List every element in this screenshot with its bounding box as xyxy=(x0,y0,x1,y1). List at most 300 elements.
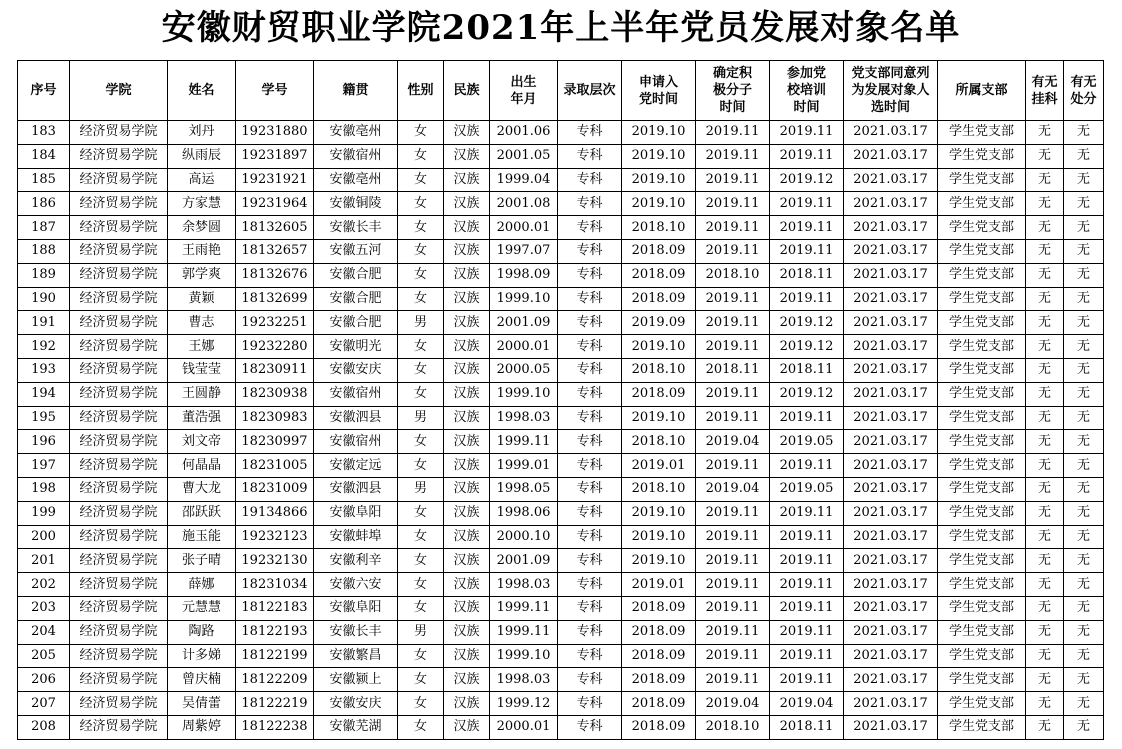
header-line: 校培训 xyxy=(786,83,826,98)
cell-application-date: 2019.10 xyxy=(622,549,696,573)
cell-gender: 女 xyxy=(398,596,444,620)
header-name xyxy=(168,61,236,121)
cell-admission-level: 专科 xyxy=(558,596,622,620)
cell-activist-date: 2019.04 xyxy=(696,477,770,501)
table-row xyxy=(18,430,1104,454)
cell-college: 经济贸易学院 xyxy=(70,335,168,359)
cell-gender: 女 xyxy=(398,263,444,287)
table-row xyxy=(18,715,1104,739)
cell-birth-date: 1999.04 xyxy=(490,168,558,192)
cell-failed-courses: 无 xyxy=(1026,430,1064,454)
cell-gender: 女 xyxy=(398,573,444,597)
cell-student-id: 18132676 xyxy=(236,263,314,287)
cell-failed-courses: 无 xyxy=(1026,239,1064,263)
cell-approval-date: 2021.03.17 xyxy=(844,335,938,359)
cell-application-date: 2018.10 xyxy=(622,430,696,454)
header-seq xyxy=(18,61,70,121)
cell-training-date: 2019.12 xyxy=(770,335,844,359)
cell-approval-date: 2021.03.17 xyxy=(844,311,938,335)
cell-approval-date: 2021.03.17 xyxy=(844,192,938,216)
cell-training-date: 2018.11 xyxy=(770,263,844,287)
cell-student-id: 19232251 xyxy=(236,311,314,335)
cell-name: 王圆静 xyxy=(168,382,236,406)
cell-student-id: 18132605 xyxy=(236,216,314,240)
cell-disciplinary: 无 xyxy=(1064,454,1104,478)
cell-native-place: 安徽安庆 xyxy=(314,692,398,716)
cell-activist-date: 2019.11 xyxy=(696,454,770,478)
cell-training-date: 2019.11 xyxy=(770,216,844,240)
cell-seq: 207 xyxy=(18,692,70,716)
cell-approval-date: 2021.03.17 xyxy=(844,644,938,668)
cell-seq: 198 xyxy=(18,477,70,501)
cell-seq: 204 xyxy=(18,620,70,644)
cell-name: 吴倩蕾 xyxy=(168,692,236,716)
cell-branch: 学生党支部 xyxy=(938,668,1026,692)
cell-name: 纵雨辰 xyxy=(168,144,236,168)
cell-disciplinary: 无 xyxy=(1064,216,1104,240)
cell-college: 经济贸易学院 xyxy=(70,121,168,145)
header-activist-date xyxy=(696,61,770,121)
header-line: 处分 xyxy=(1070,91,1097,107)
cell-training-date: 2019.12 xyxy=(770,168,844,192)
cell-seq: 192 xyxy=(18,335,70,359)
cell-disciplinary: 无 xyxy=(1064,263,1104,287)
cell-application-date: 2018.09 xyxy=(622,668,696,692)
table-row xyxy=(18,620,1104,644)
header-failed-courses xyxy=(1026,61,1064,121)
cell-ethnicity: 汉族 xyxy=(444,620,490,644)
cell-training-date: 2018.11 xyxy=(770,358,844,382)
cell-ethnicity: 汉族 xyxy=(444,144,490,168)
cell-failed-courses: 无 xyxy=(1026,525,1064,549)
cell-application-date: 2018.10 xyxy=(622,358,696,382)
cell-training-date: 2019.11 xyxy=(770,144,844,168)
cell-ethnicity: 汉族 xyxy=(444,573,490,597)
cell-disciplinary: 无 xyxy=(1064,192,1104,216)
cell-seq: 200 xyxy=(18,525,70,549)
cell-college: 经济贸易学院 xyxy=(70,573,168,597)
cell-birth-date: 2000.10 xyxy=(490,525,558,549)
cell-student-id: 19231897 xyxy=(236,144,314,168)
cell-admission-level: 专科 xyxy=(558,501,622,525)
header-line: 参加党 xyxy=(786,66,826,81)
cell-student-id: 18122219 xyxy=(236,692,314,716)
cell-application-date: 2019.10 xyxy=(622,525,696,549)
cell-college: 经济贸易学院 xyxy=(70,382,168,406)
cell-student-id: 18132699 xyxy=(236,287,314,311)
cell-failed-courses: 无 xyxy=(1026,549,1064,573)
table-row xyxy=(18,168,1104,192)
member-table xyxy=(17,60,1104,740)
cell-branch: 学生党支部 xyxy=(938,573,1026,597)
header-college xyxy=(70,61,168,121)
header-line: 时间 xyxy=(719,100,746,115)
cell-admission-level: 专科 xyxy=(558,406,622,430)
cell-name: 曹志 xyxy=(168,311,236,335)
cell-ethnicity: 汉族 xyxy=(444,216,490,240)
cell-name: 黄颖 xyxy=(168,287,236,311)
cell-college: 经济贸易学院 xyxy=(70,358,168,382)
table-row xyxy=(18,311,1104,335)
cell-seq: 206 xyxy=(18,668,70,692)
cell-activist-date: 2019.04 xyxy=(696,430,770,454)
header-line: 出生 xyxy=(510,74,537,90)
cell-approval-date: 2021.03.17 xyxy=(844,121,938,145)
table-row xyxy=(18,121,1104,145)
cell-training-date: 2019.05 xyxy=(770,477,844,501)
cell-approval-date: 2021.03.17 xyxy=(844,715,938,739)
cell-ethnicity: 汉族 xyxy=(444,668,490,692)
header-line: 为发展对象人 xyxy=(851,83,930,98)
cell-branch: 学生党支部 xyxy=(938,358,1026,382)
cell-birth-date: 1998.03 xyxy=(490,406,558,430)
cell-approval-date: 2021.03.17 xyxy=(844,144,938,168)
cell-failed-courses: 无 xyxy=(1026,382,1064,406)
cell-activist-date: 2019.11 xyxy=(696,216,770,240)
cell-seq: 201 xyxy=(18,549,70,573)
cell-birth-date: 1999.10 xyxy=(490,287,558,311)
cell-admission-level: 专科 xyxy=(558,692,622,716)
cell-approval-date: 2021.03.17 xyxy=(844,477,938,501)
cell-name: 郭学爽 xyxy=(168,263,236,287)
cell-gender: 女 xyxy=(398,692,444,716)
cell-activist-date: 2019.11 xyxy=(696,525,770,549)
cell-college: 经济贸易学院 xyxy=(70,263,168,287)
cell-seq: 203 xyxy=(18,596,70,620)
cell-training-date: 2019.05 xyxy=(770,430,844,454)
header-training-date xyxy=(770,61,844,121)
header-line: 学号 xyxy=(261,83,288,98)
cell-gender: 男 xyxy=(398,477,444,501)
table-row xyxy=(18,549,1104,573)
cell-application-date: 2018.10 xyxy=(622,216,696,240)
cell-admission-level: 专科 xyxy=(558,239,622,263)
cell-birth-date: 1999.11 xyxy=(490,596,558,620)
cell-native-place: 安徽六安 xyxy=(314,573,398,597)
cell-approval-date: 2021.03.17 xyxy=(844,620,938,644)
cell-activist-date: 2019.11 xyxy=(696,335,770,359)
cell-college: 经济贸易学院 xyxy=(70,668,168,692)
cell-training-date: 2019.11 xyxy=(770,549,844,573)
cell-disciplinary: 无 xyxy=(1064,239,1104,263)
cell-ethnicity: 汉族 xyxy=(444,192,490,216)
cell-name: 何晶晶 xyxy=(168,454,236,478)
cell-failed-courses: 无 xyxy=(1026,715,1064,739)
table-row xyxy=(18,454,1104,478)
cell-training-date: 2018.11 xyxy=(770,715,844,739)
cell-student-id: 18230911 xyxy=(236,358,314,382)
cell-training-date: 2019.11 xyxy=(770,644,844,668)
header-line: 有无 xyxy=(1031,74,1058,90)
header-line: 民族 xyxy=(453,83,480,98)
cell-branch: 学生党支部 xyxy=(938,239,1026,263)
cell-admission-level: 专科 xyxy=(558,121,622,145)
cell-admission-level: 专科 xyxy=(558,144,622,168)
header-approval-date xyxy=(844,61,938,121)
cell-student-id: 19232123 xyxy=(236,525,314,549)
table-row xyxy=(18,644,1104,668)
cell-failed-courses: 无 xyxy=(1026,454,1064,478)
cell-admission-level: 专科 xyxy=(558,620,622,644)
cell-disciplinary: 无 xyxy=(1064,382,1104,406)
cell-ethnicity: 汉族 xyxy=(444,715,490,739)
cell-branch: 学生党支部 xyxy=(938,620,1026,644)
header-line: 确定积 xyxy=(712,66,752,81)
cell-failed-courses: 无 xyxy=(1026,596,1064,620)
cell-native-place: 安徽五河 xyxy=(314,239,398,263)
cell-name: 张子晴 xyxy=(168,549,236,573)
table-row xyxy=(18,525,1104,549)
cell-activist-date: 2019.04 xyxy=(696,692,770,716)
cell-seq: 189 xyxy=(18,263,70,287)
cell-name: 施玉能 xyxy=(168,525,236,549)
cell-approval-date: 2021.03.17 xyxy=(844,263,938,287)
header-line: 时间 xyxy=(793,100,820,115)
cell-activist-date: 2019.11 xyxy=(696,239,770,263)
cell-training-date: 2019.11 xyxy=(770,121,844,145)
cell-college: 经济贸易学院 xyxy=(70,287,168,311)
cell-student-id: 18122183 xyxy=(236,596,314,620)
cell-gender: 男 xyxy=(398,620,444,644)
cell-ethnicity: 汉族 xyxy=(444,430,490,454)
cell-college: 经济贸易学院 xyxy=(70,192,168,216)
cell-activist-date: 2019.11 xyxy=(696,192,770,216)
cell-ethnicity: 汉族 xyxy=(444,525,490,549)
cell-application-date: 2019.10 xyxy=(622,168,696,192)
cell-application-date: 2018.10 xyxy=(622,477,696,501)
cell-activist-date: 2019.11 xyxy=(696,311,770,335)
cell-activist-date: 2018.11 xyxy=(696,358,770,382)
header-native-place xyxy=(314,61,398,121)
cell-birth-date: 1998.05 xyxy=(490,477,558,501)
cell-activist-date: 2019.11 xyxy=(696,144,770,168)
cell-approval-date: 2021.03.17 xyxy=(844,216,938,240)
cell-branch: 学生党支部 xyxy=(938,430,1026,454)
cell-failed-courses: 无 xyxy=(1026,358,1064,382)
cell-birth-date: 1999.10 xyxy=(490,382,558,406)
cell-branch: 学生党支部 xyxy=(938,596,1026,620)
cell-admission-level: 专科 xyxy=(558,477,622,501)
table-row xyxy=(18,216,1104,240)
cell-admission-level: 专科 xyxy=(558,430,622,454)
cell-disciplinary: 无 xyxy=(1064,668,1104,692)
cell-birth-date: 1998.03 xyxy=(490,668,558,692)
cell-seq: 196 xyxy=(18,430,70,454)
cell-activist-date: 2019.11 xyxy=(696,406,770,430)
cell-gender: 女 xyxy=(398,335,444,359)
cell-gender: 女 xyxy=(398,144,444,168)
cell-disciplinary: 无 xyxy=(1064,358,1104,382)
cell-native-place: 安徽泗县 xyxy=(314,477,398,501)
cell-admission-level: 专科 xyxy=(558,358,622,382)
cell-native-place: 安徽芜湖 xyxy=(314,715,398,739)
cell-approval-date: 2021.03.17 xyxy=(844,406,938,430)
cell-birth-date: 2001.06 xyxy=(490,121,558,145)
cell-native-place: 安徽亳州 xyxy=(314,168,398,192)
cell-activist-date: 2019.11 xyxy=(696,668,770,692)
cell-activist-date: 2019.11 xyxy=(696,287,770,311)
cell-gender: 女 xyxy=(398,358,444,382)
cell-native-place: 安徽利辛 xyxy=(314,549,398,573)
cell-training-date: 2019.11 xyxy=(770,454,844,478)
cell-ethnicity: 汉族 xyxy=(444,477,490,501)
cell-branch: 学生党支部 xyxy=(938,144,1026,168)
cell-branch: 学生党支部 xyxy=(938,644,1026,668)
header-line: 籍贯 xyxy=(342,83,369,98)
cell-native-place: 安徽蚌埠 xyxy=(314,525,398,549)
cell-branch: 学生党支部 xyxy=(938,406,1026,430)
cell-training-date: 2019.11 xyxy=(770,620,844,644)
cell-student-id: 18230983 xyxy=(236,406,314,430)
cell-training-date: 2019.11 xyxy=(770,525,844,549)
cell-name: 计多娣 xyxy=(168,644,236,668)
cell-admission-level: 专科 xyxy=(558,454,622,478)
cell-approval-date: 2021.03.17 xyxy=(844,168,938,192)
cell-application-date: 2018.09 xyxy=(622,620,696,644)
cell-gender: 女 xyxy=(398,668,444,692)
cell-gender: 女 xyxy=(398,644,444,668)
cell-branch: 学生党支部 xyxy=(938,692,1026,716)
cell-student-id: 18132657 xyxy=(236,239,314,263)
cell-native-place: 安徽繁昌 xyxy=(314,644,398,668)
cell-student-id: 19134866 xyxy=(236,501,314,525)
cell-disciplinary: 无 xyxy=(1064,620,1104,644)
cell-application-date: 2018.09 xyxy=(622,382,696,406)
cell-seq: 205 xyxy=(18,644,70,668)
table-row xyxy=(18,335,1104,359)
cell-activist-date: 2018.10 xyxy=(696,715,770,739)
cell-failed-courses: 无 xyxy=(1026,311,1064,335)
cell-disciplinary: 无 xyxy=(1064,573,1104,597)
header-line: 申请入 xyxy=(638,74,678,90)
cell-seq: 197 xyxy=(18,454,70,478)
cell-application-date: 2018.09 xyxy=(622,287,696,311)
cell-failed-courses: 无 xyxy=(1026,477,1064,501)
table-row xyxy=(18,382,1104,406)
cell-branch: 学生党支部 xyxy=(938,121,1026,145)
cell-ethnicity: 汉族 xyxy=(444,406,490,430)
cell-application-date: 2019.10 xyxy=(622,335,696,359)
header-line: 极分子 xyxy=(712,83,752,98)
table-row xyxy=(18,358,1104,382)
cell-seq: 199 xyxy=(18,501,70,525)
cell-seq: 208 xyxy=(18,715,70,739)
table-row xyxy=(18,287,1104,311)
cell-activist-date: 2018.10 xyxy=(696,263,770,287)
table-row xyxy=(18,573,1104,597)
header-line: 年月 xyxy=(510,91,537,107)
cell-gender: 女 xyxy=(398,168,444,192)
cell-student-id: 18122193 xyxy=(236,620,314,644)
cell-college: 经济贸易学院 xyxy=(70,549,168,573)
cell-activist-date: 2019.11 xyxy=(696,168,770,192)
cell-seq: 188 xyxy=(18,239,70,263)
cell-ethnicity: 汉族 xyxy=(444,549,490,573)
cell-ethnicity: 汉族 xyxy=(444,596,490,620)
cell-student-id: 19231964 xyxy=(236,192,314,216)
cell-failed-courses: 无 xyxy=(1026,192,1064,216)
cell-approval-date: 2021.03.17 xyxy=(844,692,938,716)
cell-birth-date: 2000.01 xyxy=(490,715,558,739)
cell-name: 薛娜 xyxy=(168,573,236,597)
cell-native-place: 安徽阜阳 xyxy=(314,501,398,525)
cell-name: 方家慧 xyxy=(168,192,236,216)
cell-birth-date: 1999.11 xyxy=(490,620,558,644)
cell-admission-level: 专科 xyxy=(558,644,622,668)
cell-approval-date: 2021.03.17 xyxy=(844,573,938,597)
header-ethnicity xyxy=(444,61,490,121)
cell-birth-date: 1997.07 xyxy=(490,239,558,263)
table-row xyxy=(18,263,1104,287)
cell-failed-courses: 无 xyxy=(1026,121,1064,145)
cell-activist-date: 2019.11 xyxy=(696,573,770,597)
cell-student-id: 18231009 xyxy=(236,477,314,501)
cell-approval-date: 2021.03.17 xyxy=(844,430,938,454)
cell-approval-date: 2021.03.17 xyxy=(844,382,938,406)
cell-native-place: 安徽合肥 xyxy=(314,311,398,335)
cell-branch: 学生党支部 xyxy=(938,287,1026,311)
cell-name: 余梦圆 xyxy=(168,216,236,240)
cell-native-place: 安徽合肥 xyxy=(314,287,398,311)
cell-disciplinary: 无 xyxy=(1064,549,1104,573)
cell-application-date: 2018.09 xyxy=(622,644,696,668)
cell-seq: 193 xyxy=(18,358,70,382)
cell-native-place: 安徽亳州 xyxy=(314,121,398,145)
cell-ethnicity: 汉族 xyxy=(444,311,490,335)
cell-admission-level: 专科 xyxy=(558,549,622,573)
cell-approval-date: 2021.03.17 xyxy=(844,525,938,549)
table-row xyxy=(18,501,1104,525)
cell-approval-date: 2021.03.17 xyxy=(844,596,938,620)
cell-name: 钱莹莹 xyxy=(168,358,236,382)
cell-gender: 女 xyxy=(398,239,444,263)
cell-admission-level: 专科 xyxy=(558,168,622,192)
cell-gender: 女 xyxy=(398,382,444,406)
cell-gender: 男 xyxy=(398,406,444,430)
cell-student-id: 19232130 xyxy=(236,549,314,573)
cell-ethnicity: 汉族 xyxy=(444,287,490,311)
cell-native-place: 安徽阜阳 xyxy=(314,596,398,620)
cell-birth-date: 2001.09 xyxy=(490,311,558,335)
cell-branch: 学生党支部 xyxy=(938,335,1026,359)
cell-admission-level: 专科 xyxy=(558,192,622,216)
cell-name: 刘文帝 xyxy=(168,430,236,454)
cell-birth-date: 1998.09 xyxy=(490,263,558,287)
cell-admission-level: 专科 xyxy=(558,573,622,597)
cell-failed-courses: 无 xyxy=(1026,287,1064,311)
cell-activist-date: 2019.11 xyxy=(696,121,770,145)
header-line: 学院 xyxy=(105,83,132,98)
cell-application-date: 2018.09 xyxy=(622,263,696,287)
cell-disciplinary: 无 xyxy=(1064,715,1104,739)
cell-gender: 女 xyxy=(398,715,444,739)
cell-ethnicity: 汉族 xyxy=(444,335,490,359)
cell-failed-courses: 无 xyxy=(1026,216,1064,240)
cell-disciplinary: 无 xyxy=(1064,406,1104,430)
cell-college: 经济贸易学院 xyxy=(70,239,168,263)
table-row xyxy=(18,692,1104,716)
cell-gender: 女 xyxy=(398,287,444,311)
cell-approval-date: 2021.03.17 xyxy=(844,549,938,573)
cell-branch: 学生党支部 xyxy=(938,216,1026,240)
header-line: 选时间 xyxy=(870,100,910,115)
cell-gender: 女 xyxy=(398,216,444,240)
cell-training-date: 2019.12 xyxy=(770,382,844,406)
header-line: 党支部同意列 xyxy=(851,66,930,81)
cell-training-date: 2019.11 xyxy=(770,239,844,263)
cell-failed-courses: 无 xyxy=(1026,644,1064,668)
cell-college: 经济贸易学院 xyxy=(70,596,168,620)
